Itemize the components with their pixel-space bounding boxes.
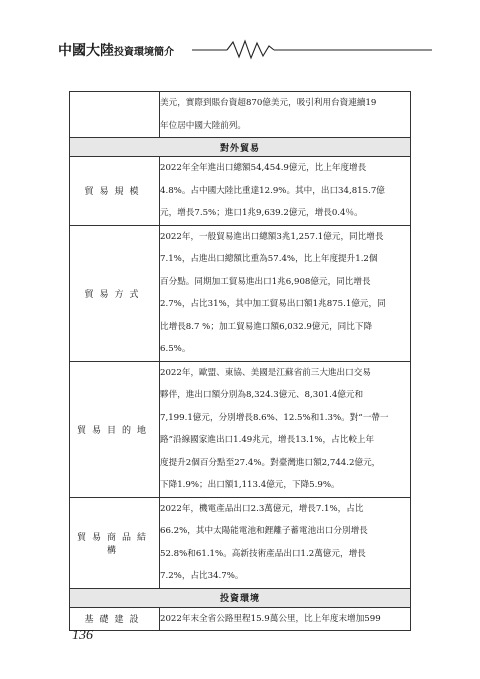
section-header-row [70,138,411,157]
text-line: 美元，實際到賬台資超870億美元，吸引利用台資連續19 [160,98,377,108]
header-title [58,40,174,60]
table-row-trade-mode [70,225,411,361]
section-header-investment: 投資環境 [70,588,411,607]
text-line: 2022年，機電產品出口2.3萬億元，增長7.1%，占比 [160,503,364,514]
text-line: 7.2%，占比34.7%。 [160,571,244,581]
running-header [52,38,432,60]
text-line: 4.8%。占中國大陸比重達12.9%。其中，出口34,815.7億 [160,185,385,196]
text-line: 2.7%，占比31%，其中加工貿易出口額1兆875.1億元，同 [160,299,386,309]
text-line: 下降1.9%；出口額1,113.4億元，下降5.9%。 [160,480,340,490]
section-header-trade: 對外貿易 [70,138,411,157]
content-cell-intro [160,92,411,138]
header-title-large: 中國大陸 [58,43,114,59]
category-cell: 貿易商品結構 [70,497,160,588]
category-cell: 貿易規模 [70,157,160,226]
content-cell [160,607,411,631]
content-cell [160,361,411,497]
text-line: 7.1%，占進出口總額比重為57.4%，比上年度提升1.2個 [160,254,378,264]
page-number: 136 [72,628,93,643]
text-line: 2022年，歐盟、東協、美國是江蘇省前三大進出口交易 [160,367,371,378]
content-cell [160,497,411,588]
text-line: 6.5%。 [160,344,191,354]
text-line: 百分點。同期加工貿易進出口1兆6,908億元，同比增長 [160,276,371,287]
category-cell: 貿易方式 [70,225,160,361]
text-line: 度提升2個百分點至27.4%。對臺灣進口額2,744.2億元， [160,457,381,468]
text-line: 年位居中國大陸前列。 [160,120,246,131]
category-cell: 貿易目的地 [70,361,160,497]
text-line: 66.2%，其中太陽能電池和鋰離子蓄電池出口分別增長 [160,526,368,536]
category-cell: 基礎建設 [70,607,160,631]
section-header-row [70,588,411,607]
content-cell [160,225,411,361]
header-title-small: 投資環境簡介 [114,47,174,58]
text-line: 元，增長7.5%；進口1兆9,639.2億元，增長0.4％。 [160,208,363,218]
text-line: 2022年，一般貿易進出口總額3兆1,257.1億元，同比增長 [160,231,384,242]
table-row-intro [70,92,411,138]
table-row-product-structure [70,497,411,588]
text-line: 52.8%和61.1%。高新技術產品出口1.2萬億元，增長 [160,548,366,559]
table-row-trade-destination [70,361,411,497]
text-line: 比增長8.7 %；加工貿易進口額6,032.9億元，同比下降 [160,321,373,332]
text-line: 2022年全年進出口總額54,454.9億元，比上年度增長 [160,163,367,173]
table-row-infrastructure [70,607,411,631]
text-line: 路”沿線國家進出口1.49兆元，增長13.1%，占比較上年 [160,435,375,445]
text-line: 夥伴，進出口額分別為8,324.3億元、8,301.4億元和 [160,390,364,400]
info-table [69,91,411,631]
text-line: 2022年末全省公路里程15.9萬公里，比上年度末增加599 [160,613,381,624]
table-row-trade-scale [70,157,411,226]
category-cell-empty [70,92,160,138]
content-cell [160,157,411,226]
text-line: 7,199.1億元，分別增長8.6%、12.5%和1.3%。對“一帶一 [160,412,389,423]
